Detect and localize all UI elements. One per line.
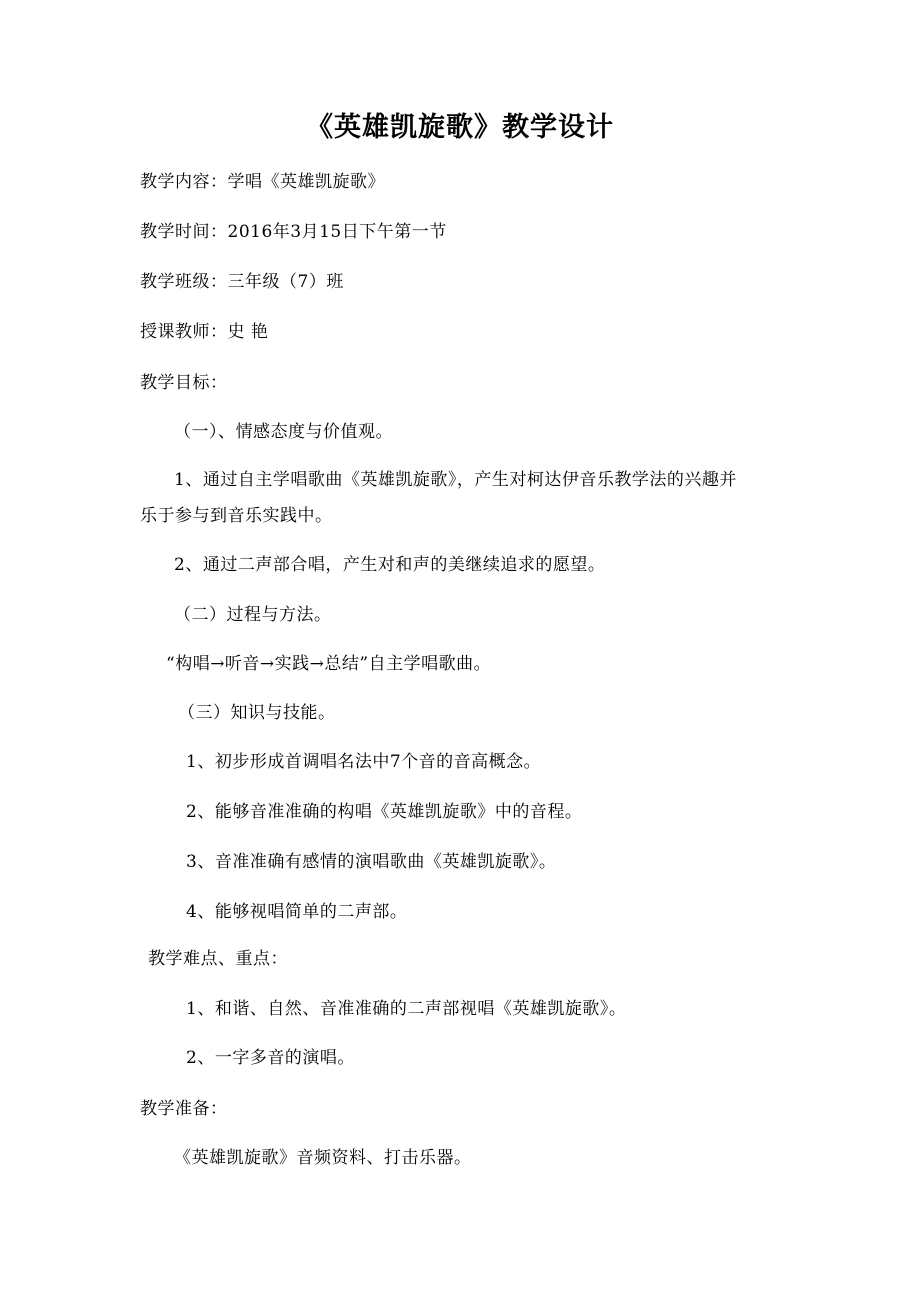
teacher-name: 授课教师：史 艳 [140,322,269,342]
knowledge-item-4: 4、能够视唱简单的二声部。 [186,902,408,922]
teaching-class: 教学班级：三年级（7）班 [140,272,344,292]
process-item: “构唱→听音→实践→总结”自主学唱歌曲。 [166,654,492,674]
emotion-item-1-line-2: 乐于参与到音乐实践中。 [140,506,333,526]
teaching-time: 教学时间：2016年3月15日下午第一节 [140,222,447,242]
preparation-item: 《英雄凯旋歌》音频资料、打击乐器。 [174,1148,472,1168]
process-heading: （二）过程与方法。 [174,605,332,625]
emotion-item-2: 2、通过二声部合唱，产生对和声的美继续追求的愿望。 [174,555,606,575]
knowledge-item-3: 3、音准准确有感情的演唱歌曲《英雄凯旋歌》。 [186,852,557,872]
document-title: 《英雄凯旋歌》教学设计 [306,112,614,143]
difficulties-item-2: 2、一字多音的演唱。 [186,1048,355,1068]
emotion-heading: （一）、情感态度与价值观。 [174,422,393,442]
preparation-heading: 教学准备： [140,1099,228,1119]
emotion-item-1-line-1: 1、通过自主学唱歌曲《英雄凯旋歌》，产生对柯达伊音乐教学法的兴趣并 [174,470,737,490]
objectives-heading: 教学目标： [140,373,228,393]
teaching-content: 教学内容：学唱《英雄凯旋歌》 [140,172,385,192]
knowledge-item-1: 1、初步形成首调唱名法中7个音的音高概念。 [186,752,542,772]
difficulties-heading: 教学难点、重点： [148,949,288,969]
difficulties-item-1: 1、和谐、自然、音准准确的二声部视唱《英雄凯旋歌》。 [186,999,627,1019]
knowledge-heading: （三）知识与技能。 [178,703,336,723]
knowledge-item-2: 2、能够音准准确的构唱《英雄凯旋歌》中的音程。 [186,802,583,822]
